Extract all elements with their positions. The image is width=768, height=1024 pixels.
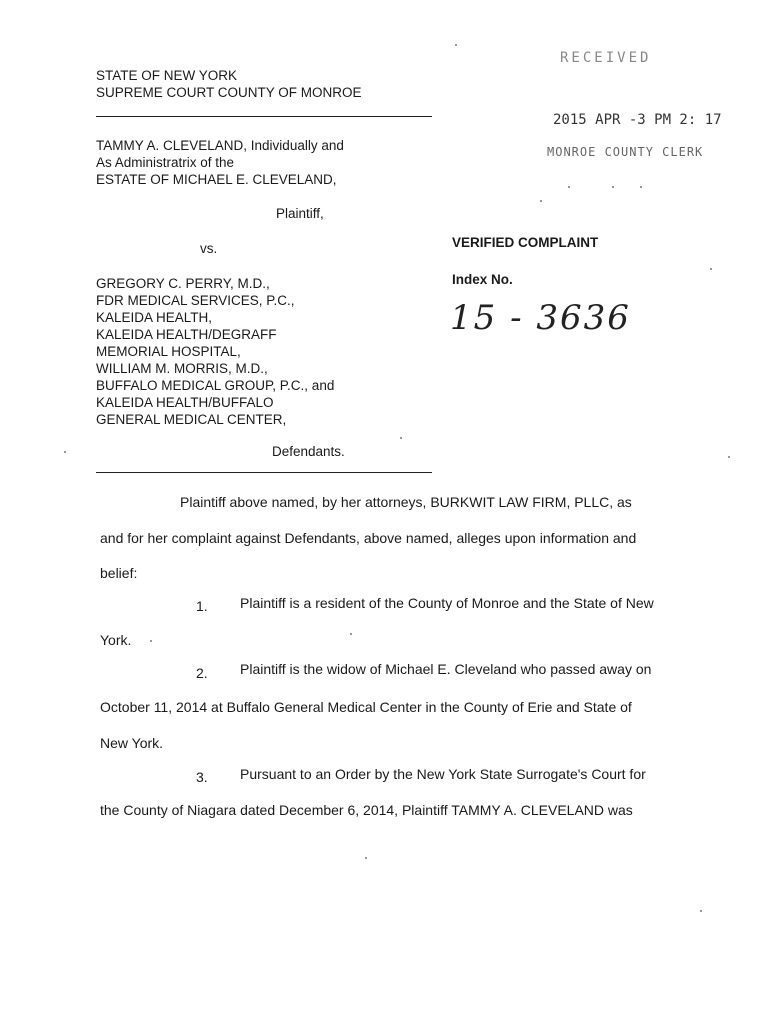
- scan-speck: [400, 437, 402, 439]
- plaintiff-role: Plaintiff,: [276, 206, 324, 221]
- clerk-stamp: MONROE COUNTY CLERK: [547, 145, 704, 159]
- scan-speck: [710, 268, 712, 270]
- plaintiff-line-3: ESTATE OF MICHAEL E. CLEVELAND,: [96, 172, 337, 187]
- court-name: SUPREME COURT COUNTY OF MONROE: [96, 85, 362, 100]
- paragraph-1-line-1: Plaintiff is a resident of the County of Monroe and the State of New: [240, 595, 654, 611]
- defendant-line-6: WILLIAM M. MORRIS, M.D.,: [96, 361, 268, 376]
- defendant-line-2: FDR MEDICAL SERVICES, P.C.,: [96, 293, 295, 308]
- defendant-line-8: KALEIDA HEALTH/BUFFALO: [96, 395, 274, 410]
- scan-speck: [350, 633, 352, 635]
- defendant-line-5: MEMORIAL HOSPITAL,: [96, 344, 241, 359]
- scan-speck: [455, 44, 457, 46]
- intro-line-1: Plaintiff above named, by her attorneys, BURKWIT LAW FIRM, PLLC, as: [180, 494, 632, 510]
- paragraph-2-line-3: New York.: [100, 735, 164, 751]
- versus-label: vs.: [200, 241, 218, 256]
- defendant-line-3: KALEIDA HEALTH,: [96, 310, 213, 325]
- defendant-line-7: BUFFALO MEDICAL GROUP, P.C., and: [96, 378, 335, 393]
- paragraph-2-number: 2.: [196, 665, 208, 681]
- paragraph-3-line-2: the County of Niagara dated December 6, 2014, Plaintiff TAMMY A. CLEVELAND was: [100, 802, 633, 818]
- paragraph-2-line-1: Plaintiff is the widow of Michael E. Cleveland who passed away on: [240, 661, 652, 677]
- intro-line-3: belief:: [100, 565, 138, 581]
- caption-rule: [96, 472, 432, 473]
- document-title: VERIFIED COMPLAINT: [452, 235, 599, 250]
- defendant-role: Defendants.: [272, 444, 345, 459]
- paragraph-3-line-1: Pursuant to an Order by the New York State Surrogate's Court for: [240, 766, 646, 782]
- scan-speck: [700, 910, 702, 912]
- defendant-line-4: KALEIDA HEALTH/DEGRAFF: [96, 327, 277, 342]
- index-number-handwritten: 15 - 3636: [450, 298, 631, 338]
- received-stamp: RECEIVED: [560, 50, 652, 66]
- scan-speck: [640, 186, 642, 188]
- heading-rule: [96, 116, 432, 117]
- paragraph-1-line-2: York.: [100, 632, 132, 648]
- scan-speck: [540, 200, 542, 202]
- defendant-line-9: GENERAL MEDICAL CENTER,: [96, 412, 287, 427]
- scan-speck: [612, 186, 614, 188]
- plaintiff-line-2: As Administratrix of the: [96, 155, 235, 170]
- defendant-line-1: GREGORY C. PERRY, M.D.,: [96, 276, 270, 291]
- paragraph-2-line-2: October 11, 2014 at Buffalo General Medical Center in the County of Erie and State of: [100, 699, 632, 715]
- scan-speck: [568, 186, 570, 188]
- paragraph-3-number: 3.: [196, 769, 208, 785]
- paragraph-1-number: 1.: [196, 598, 208, 614]
- court-state: STATE OF NEW YORK: [96, 68, 238, 83]
- index-label: Index No.: [452, 272, 513, 287]
- scan-speck: [365, 857, 367, 859]
- scan-speck: [728, 456, 730, 458]
- filing-date-stamp: 2015 APR -3 PM 2: 17: [553, 112, 722, 128]
- intro-line-2: and for her complaint against Defendants, above named, alleges upon information and: [100, 530, 637, 546]
- scan-speck: [64, 451, 66, 453]
- plaintiff-line-1: TAMMY A. CLEVELAND, Individually and: [96, 138, 344, 153]
- scan-speck: [150, 640, 152, 642]
